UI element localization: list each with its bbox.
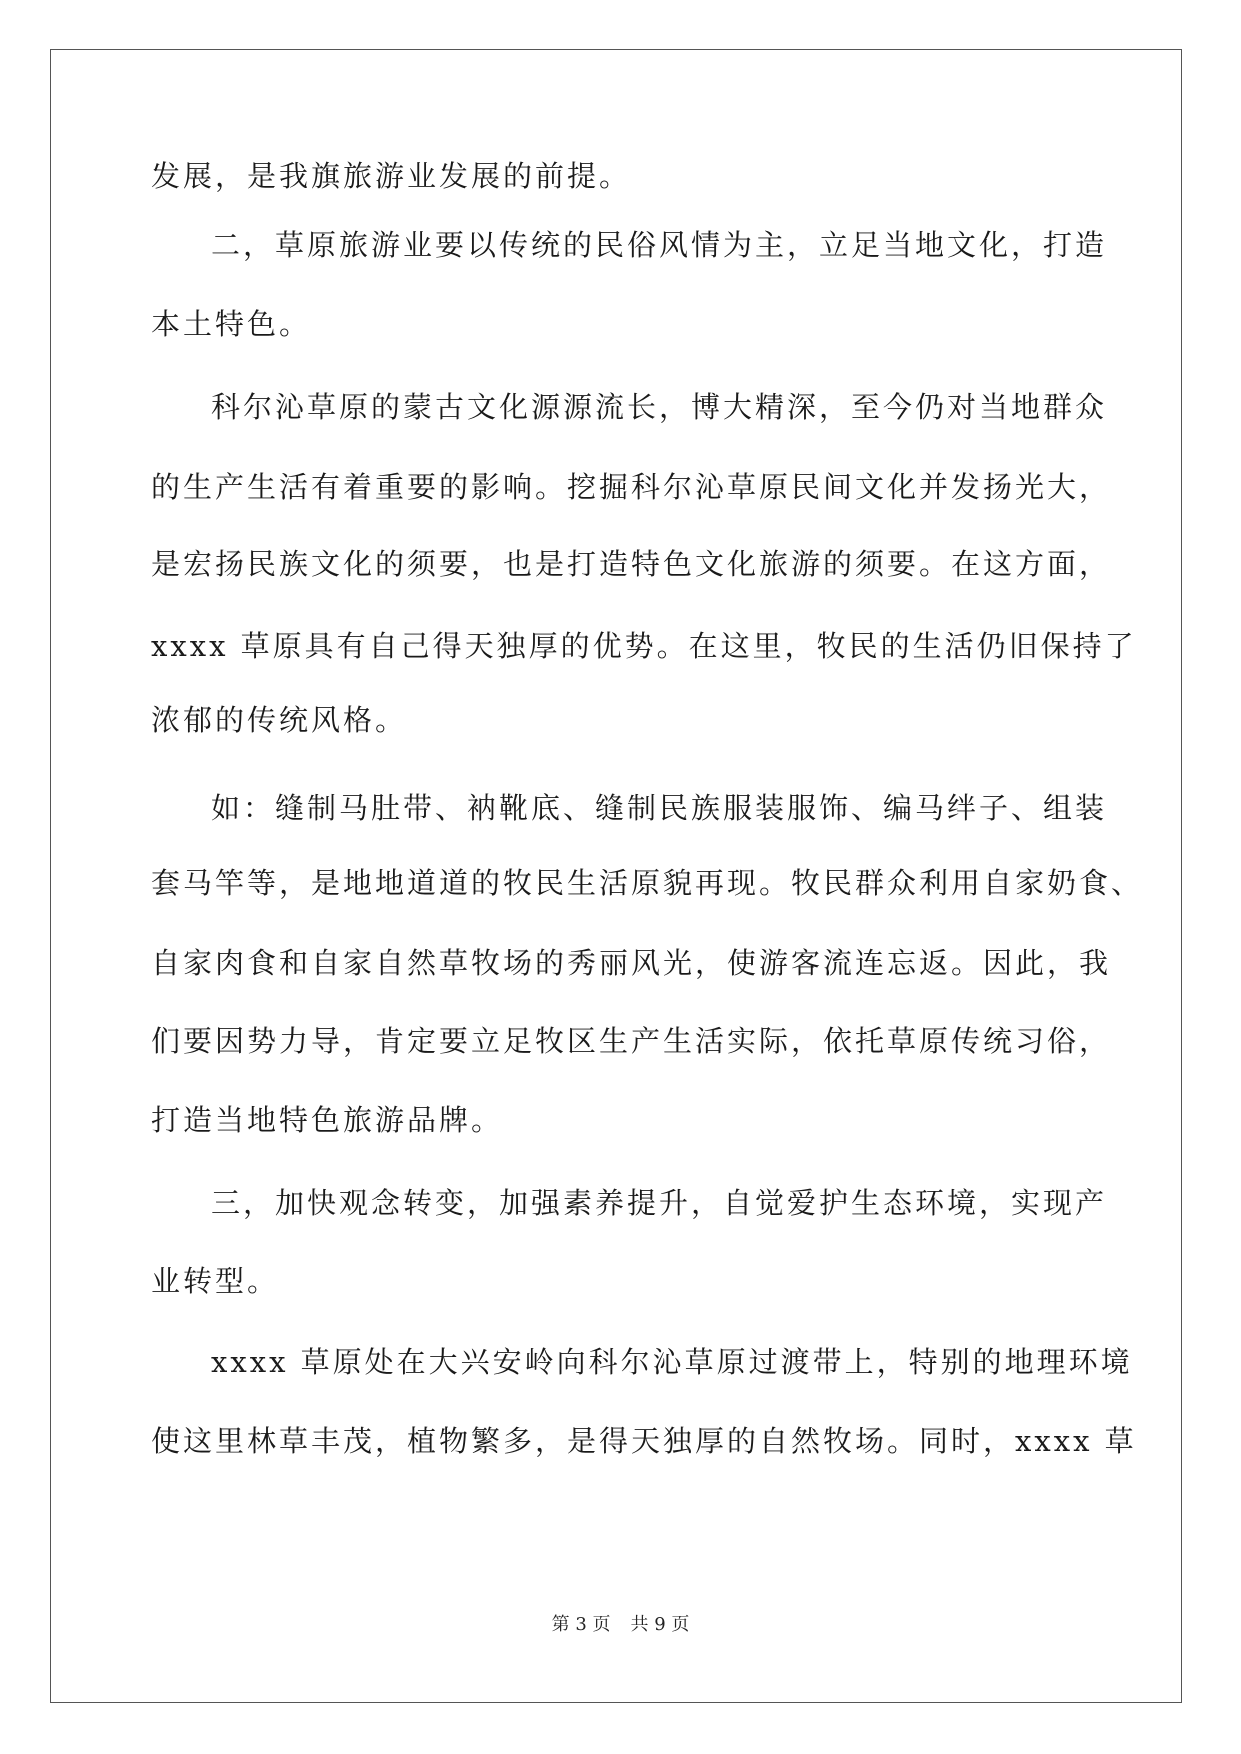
text-line: 的生产生活有着重要的影响。挖掘科尔沁草原民间文化并发扬光大， [151,470,1112,504]
text-line: 如：缝制马肚带、衲靴底、缝制民族服装服饰、编马绊子、组装 [211,791,1108,825]
text-line: 自家肉食和自家自然草牧场的秀丽风光，使游客流连忘返。因此，我 [151,946,1112,980]
text-line: 三，加快观念转变，加强素养提升，自觉爱护生态环境，实现产 [211,1186,1108,1220]
page-number-current: 第 3 页 [551,1614,611,1635]
text-line: 使这里林草丰茂，植物繁多，是得天独厚的自然牧场。同时，xxxx 草 [151,1424,1137,1458]
page-footer [0,1613,1241,1637]
text-line: 们要因势力导，肯定要立足牧区生产生活实际，依托草原传统习俗， [151,1024,1112,1058]
page-number-total: 共 9 页 [630,1614,690,1635]
text-line: xxxx 草原具有自己得天独厚的优势。在这里，牧民的生活仍旧保持了 [151,629,1137,663]
text-line: 浓郁的传统风格。 [151,703,408,737]
text-line: 本土特色。 [151,307,312,341]
text-line: 科尔沁草原的蒙古文化源源流长，博大精深，至今仍对当地群众 [211,390,1108,424]
text-line: 是宏扬民族文化的须要，也是打造特色文化旅游的须要。在这方面， [151,547,1112,581]
text-line: 打造当地特色旅游品牌。 [151,1103,504,1137]
text-line: 发展，是我旗旅游业发展的前提。 [151,159,632,193]
text-line: 二，草原旅游业要以传统的民俗风情为主，立足当地文化，打造 [211,228,1108,262]
text-line: 套马竿等，是地地道道的牧民生活原貌再现。牧民群众利用自家奶食、 [151,866,1144,900]
text-line: xxxx 草原处在大兴安岭向科尔沁草原过渡带上，特别的地理环境 [211,1345,1133,1379]
text-line: 业转型。 [151,1264,280,1298]
